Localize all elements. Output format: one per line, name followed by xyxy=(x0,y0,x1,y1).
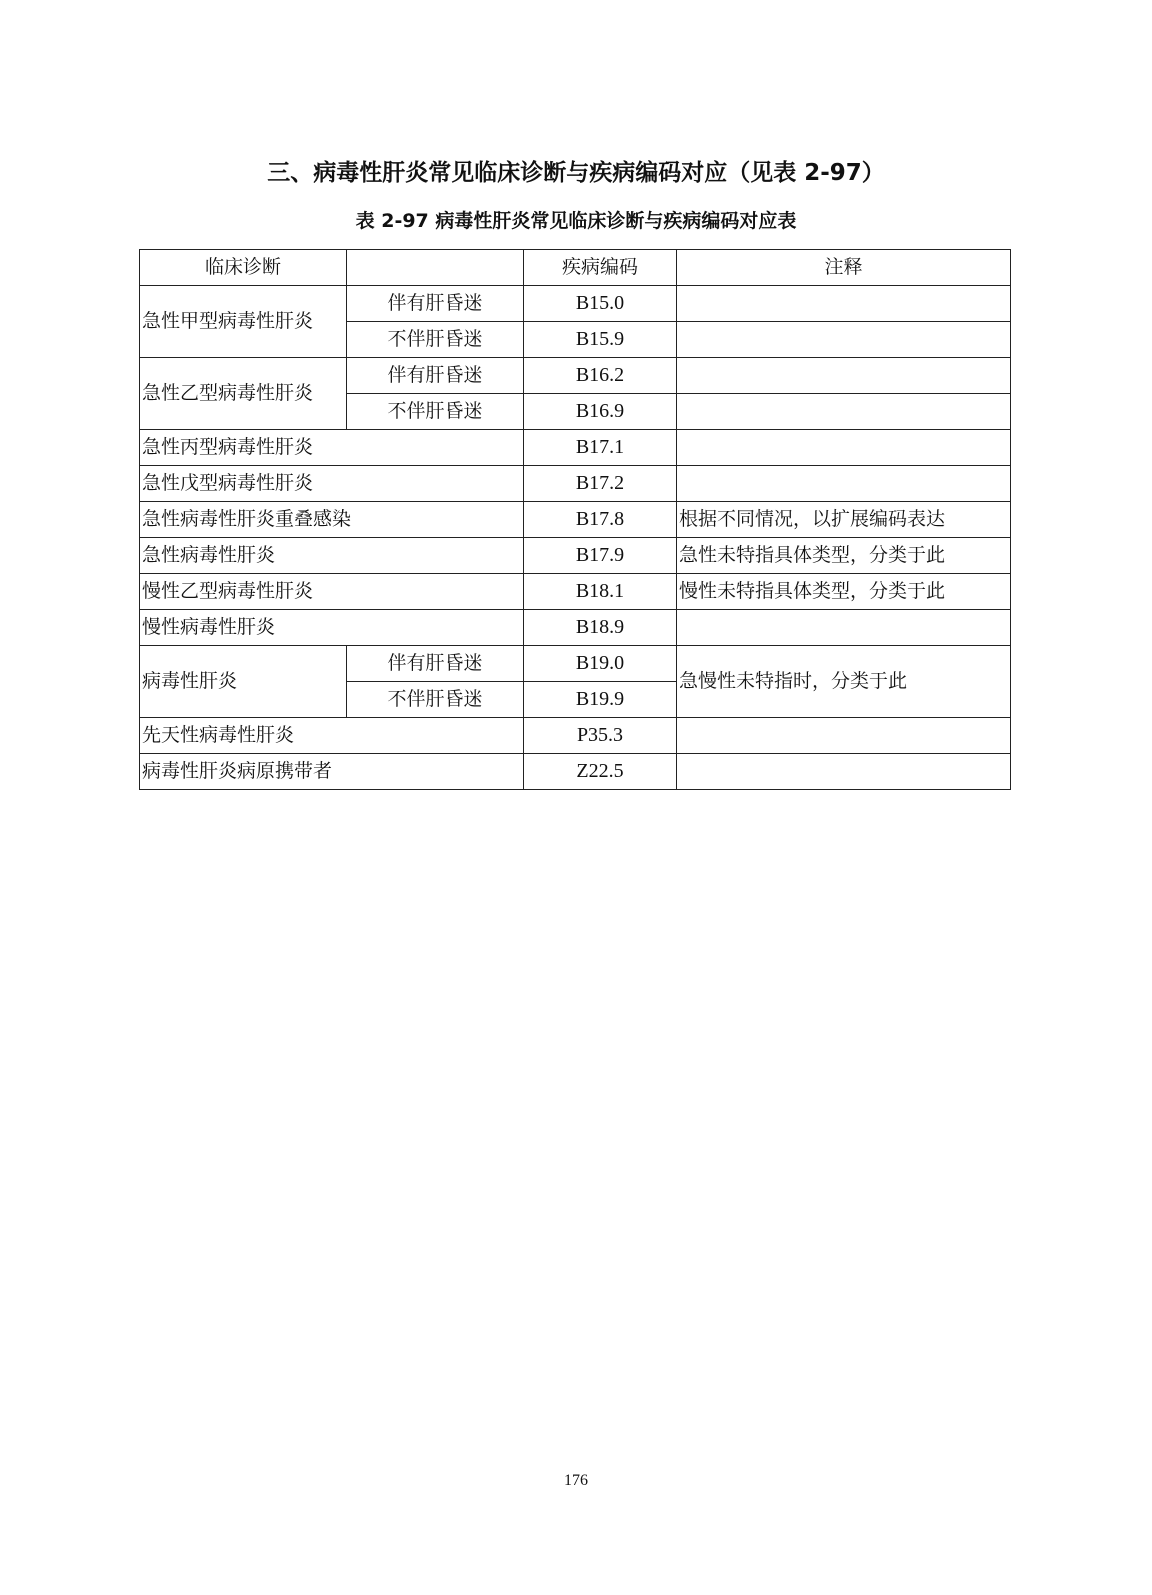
code-cell: B18.9 xyxy=(524,610,677,646)
diagnosis-cell: 急性戊型病毒性肝炎 xyxy=(140,466,524,502)
sub-cell: 不伴肝昏迷 xyxy=(347,682,524,718)
diagnosis-cell: 病毒性肝炎病原携带者 xyxy=(140,754,524,790)
header-diagnosis: 临床诊断 xyxy=(140,250,347,286)
diagnosis-code-table xyxy=(139,249,1011,790)
header-note: 注释 xyxy=(677,250,1011,286)
note-cell xyxy=(677,718,1011,754)
note-cell xyxy=(677,358,1011,394)
note-cell: 急性未特指具体类型，分类于此 xyxy=(677,538,1011,574)
header-sub xyxy=(347,250,524,286)
table-header-row xyxy=(140,250,1011,286)
note-cell xyxy=(677,322,1011,358)
table-row xyxy=(140,466,1011,502)
code-cell: B17.2 xyxy=(524,466,677,502)
code-cell: B18.1 xyxy=(524,574,677,610)
note-cell: 根据不同情况，以扩展编码表达 xyxy=(677,502,1011,538)
table-row xyxy=(140,286,1011,322)
diagnosis-cell: 急性病毒性肝炎重叠感染 xyxy=(140,502,524,538)
diagnosis-cell: 急性病毒性肝炎 xyxy=(140,538,524,574)
code-cell: B17.1 xyxy=(524,430,677,466)
note-cell: 急慢性未特指时，分类于此 xyxy=(677,646,1011,718)
code-cell: B15.9 xyxy=(524,322,677,358)
table-caption: 表 2-97 病毒性肝炎常见临床诊断与疾病编码对应表 xyxy=(355,210,797,232)
diagnosis-cell: 病毒性肝炎 xyxy=(140,646,347,718)
code-cell: B16.2 xyxy=(524,358,677,394)
diagnosis-cell: 急性乙型病毒性肝炎 xyxy=(140,358,347,430)
code-cell: P35.3 xyxy=(524,718,677,754)
note-cell xyxy=(677,610,1011,646)
diagnosis-cell: 急性丙型病毒性肝炎 xyxy=(140,430,524,466)
diagnosis-cell: 慢性病毒性肝炎 xyxy=(140,610,524,646)
page-number: 176 xyxy=(564,1472,588,1489)
note-cell xyxy=(677,754,1011,790)
table-row xyxy=(140,538,1011,574)
diagnosis-cell: 慢性乙型病毒性肝炎 xyxy=(140,574,524,610)
sub-cell: 不伴肝昏迷 xyxy=(347,322,524,358)
note-cell: 慢性未特指具体类型，分类于此 xyxy=(677,574,1011,610)
diagnosis-cell: 先天性病毒性肝炎 xyxy=(140,718,524,754)
table-row xyxy=(140,754,1011,790)
sub-cell: 伴有肝昏迷 xyxy=(347,646,524,682)
table-row xyxy=(140,358,1011,394)
table-row xyxy=(140,646,1011,682)
code-cell: B19.0 xyxy=(524,646,677,682)
section-heading: 三、病毒性肝炎常见临床诊断与疾病编码对应（见表 2-97） xyxy=(267,160,885,186)
diagnosis-cell: 急性甲型病毒性肝炎 xyxy=(140,286,347,358)
table-row xyxy=(140,718,1011,754)
code-cell: B17.8 xyxy=(524,502,677,538)
note-cell xyxy=(677,286,1011,322)
table-row xyxy=(140,430,1011,466)
code-cell: B15.0 xyxy=(524,286,677,322)
sub-cell: 伴有肝昏迷 xyxy=(347,358,524,394)
code-cell: B19.9 xyxy=(524,682,677,718)
note-cell xyxy=(677,394,1011,430)
table-row xyxy=(140,502,1011,538)
note-cell xyxy=(677,430,1011,466)
sub-cell: 不伴肝昏迷 xyxy=(347,394,524,430)
code-cell: B16.9 xyxy=(524,394,677,430)
code-cell: Z22.5 xyxy=(524,754,677,790)
table-row xyxy=(140,610,1011,646)
header-code: 疾病编码 xyxy=(524,250,677,286)
code-cell: B17.9 xyxy=(524,538,677,574)
table-row xyxy=(140,574,1011,610)
sub-cell: 伴有肝昏迷 xyxy=(347,286,524,322)
note-cell xyxy=(677,466,1011,502)
